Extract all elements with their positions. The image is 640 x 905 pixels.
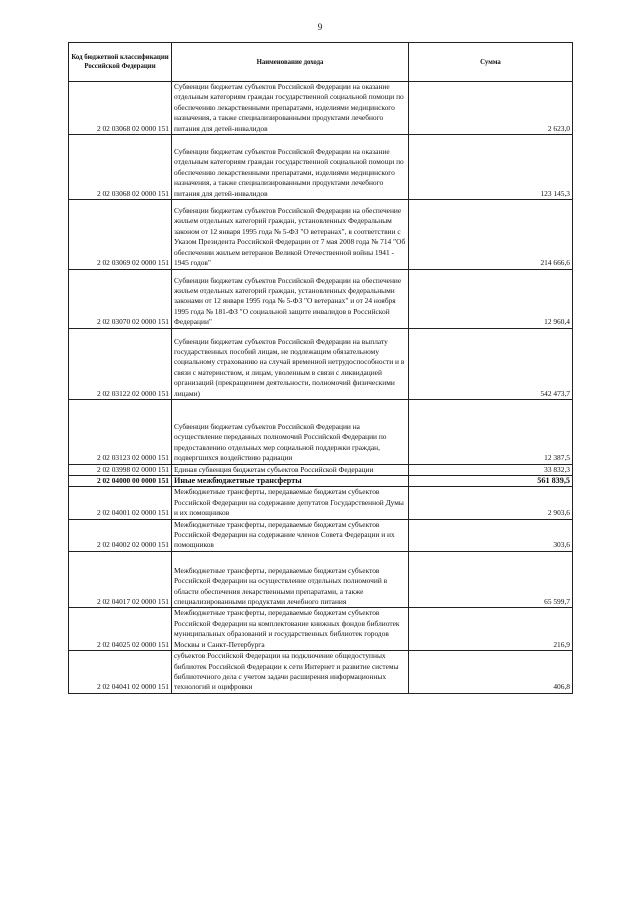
table-row: [69, 464, 573, 475]
row-sum: 542 473,7: [409, 328, 573, 399]
table-row: [69, 519, 573, 551]
row-name: Субвенции бюджетам субъектов Российской Федерации на выплату государственных пособий лицам, не подлежащим обязательному социальному страхованию на случай временной нетрудоспособности и в связи с материнством, и лицам, уволенным в связи с ликвидацией организаций (прекращением деятельности, полномочий физическими лицами): [172, 328, 409, 399]
table-row: [69, 551, 573, 608]
row-code: 2 02 04025 02 0000 151: [69, 608, 172, 651]
row-name: Субвенции бюджетам субъектов Российской Федерации на осуществление переданных полномочий Российской Федерации по предоставлению отдельных мер социальной поддержки граждан, подвергшихся воздействию радиации: [172, 399, 409, 464]
row-code: 2 02 04000 00 0000 151: [69, 476, 172, 487]
table-row: [69, 608, 573, 651]
row-name: Субвенции бюджетам субъектов Российской Федерации на оказание отдельным категориям граждан государственной социальной помощи по обеспечению лекарственными препаратами, изделиями медицинского назначения, а также специализированными продуктами лечебного питания для детей-инвалидов: [172, 135, 409, 200]
row-name: Межбюджетные трансферты, передаваемые бюджетам субъектов Российской Федерации на содержание депутатов Государственной Думы и их помощников: [172, 487, 409, 519]
table-header-row: [69, 43, 573, 82]
row-sum: 12 960,4: [409, 269, 573, 328]
table-row: [69, 651, 573, 694]
row-sum: 216,9: [409, 608, 573, 651]
row-sum: 406,8: [409, 651, 573, 694]
row-sum: 214 666,6: [409, 200, 573, 269]
row-code: 2 02 03068 02 0000 151: [69, 82, 172, 135]
row-code: 2 02 04001 02 0000 151: [69, 487, 172, 519]
row-sum: 65 599,7: [409, 551, 573, 608]
header-code: Код бюджетной классификации Российской Федерации: [69, 43, 172, 82]
row-code: 2 02 03069 02 0000 151: [69, 200, 172, 269]
revenue-table: [68, 42, 573, 694]
row-code: 2 02 04017 02 0000 151: [69, 551, 172, 608]
row-name: Субвенции бюджетам субъектов Российской Федерации на обеспечение жильем отдельных категорий граждан, установленных федеральными законами от 12 января 1995 года № 5-ФЗ "О ветеранах" и от 24 ноября 1995 года № 181-ФЗ "О социальной защите инвалидов в Российской Федерации": [172, 269, 409, 328]
table-row: [69, 487, 573, 519]
row-sum: 33 832,3: [409, 464, 573, 475]
row-code: 2 02 03998 02 0000 151: [69, 464, 172, 475]
table-row: [69, 82, 573, 135]
row-sum: 12 387,5: [409, 399, 573, 464]
row-sum: 561 839,5: [409, 476, 573, 487]
row-code: 2 02 04041 02 0000 151: [69, 651, 172, 694]
row-name: Межбюджетные трансферты, передаваемые бюджетам субъектов Российской Федерации на осуществление отдельных полномочий в области обеспечения лекарственными препаратами, а также специализированными продуктами лечебного питания: [172, 551, 409, 608]
row-name: Межбюджетные трансферты, передаваемые бюджетам субъектов Российской Федерации на содержание членов Совета Федерации и их помощников: [172, 519, 409, 551]
row-name: Единая субвенция бюджетам субъектов Российской Федерации: [172, 464, 409, 475]
row-code: 2 02 03123 02 0000 151: [69, 399, 172, 464]
table-row-group-total: [69, 476, 573, 487]
row-code: 2 02 03068 02 0000 151: [69, 135, 172, 200]
page-number: 9: [317, 22, 323, 32]
row-code: 2 02 03070 02 0000 151: [69, 269, 172, 328]
row-name: Субвенции бюджетам субъектов Российской Федерации на обеспечение жильем отдельных категорий граждан, установленных Федеральным законом от 12 января 1995 года № 5-ФЗ "О ветеранах", в соответствии с Указом Президента Российской Федерации от 7 мая 2008 года № 714 "Об обеспечении жильем ветеранов Великой Отечественной войны 1941 - 1945 годов": [172, 200, 409, 269]
table-row: [69, 399, 573, 464]
row-name: субъектов Российской Федерации на подключение общедоступных библиотек Российской Федерации к сети Интернет и развитие системы библиотечного дела с учетом задачи расширения информационных технологий и оцифровки: [172, 651, 409, 694]
row-name: Межбюджетные трансферты, передаваемые бюджетам субъектов Российской Федерации на комплектование книжных фондов библиотек муниципальных образований и государственных библиотек городов Москвы и Санкт-Петербурга: [172, 608, 409, 651]
row-sum: 303,6: [409, 519, 573, 551]
row-name: Иные межбюджетные трансферты: [172, 476, 409, 487]
row-code: 2 02 04002 02 0000 151: [69, 519, 172, 551]
table-row: [69, 269, 573, 328]
row-sum: 2 623,0: [409, 82, 573, 135]
row-name: Субвенции бюджетам субъектов Российской Федерации на оказание отдельным категориям граждан государственной социальной помощи по обеспечению лекарственными препаратами, изделиями медицинского назначения, а также специализированными продуктами лечебного питания для детей-инвалидов: [172, 82, 409, 135]
row-sum: 123 145,3: [409, 135, 573, 200]
row-sum: 2 903,6: [409, 487, 573, 519]
table-row: [69, 200, 573, 269]
header-sum: Сумма: [409, 43, 573, 82]
table-row: [69, 328, 573, 399]
table-row: [69, 135, 573, 200]
header-name: Наименование дохода: [172, 43, 409, 82]
row-code: 2 02 03122 02 0000 151: [69, 328, 172, 399]
